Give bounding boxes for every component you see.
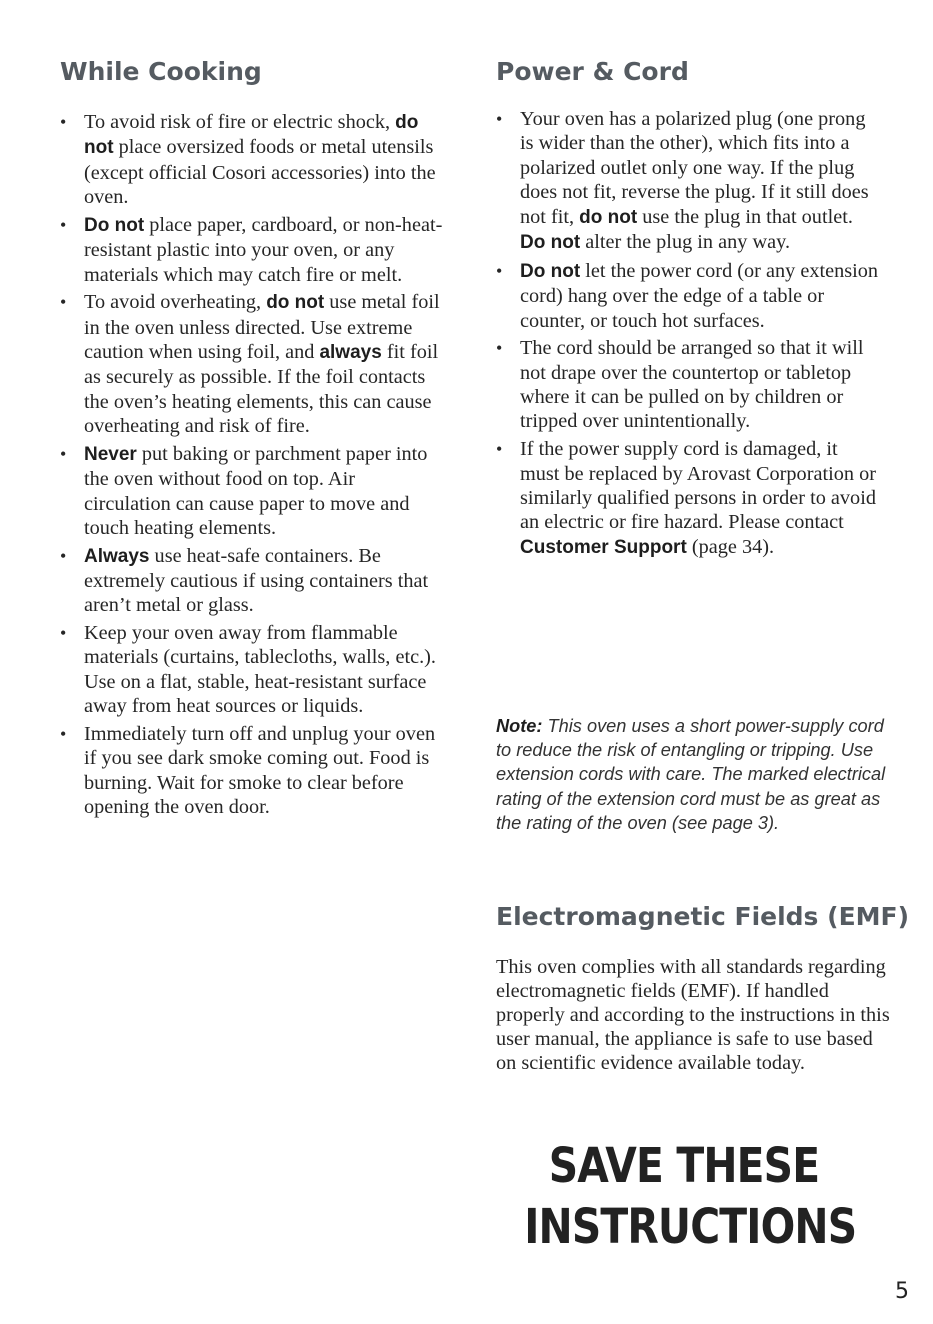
list-item: • Never put baking or parchment paper into the oven without food on top. Air circulation can cause paper to move and touch heating elements. — [60, 442, 445, 541]
note-label: Note: — [496, 716, 543, 736]
note-text: This oven uses a short power-supply cord to reduce the risk of entangling or tripping. Use extension cords with care. The marked electrical rating of the extension cord must be as great as the rating of the oven (see page 3). — [496, 716, 886, 833]
list-item: • Keep your oven away from flammable materials (curtains, tablecloths, walls, etc.). Use on a flat, stable, heat-resistant surface away from heat sources or liquids. — [60, 621, 445, 719]
save-title-line-1: SAVE THESE — [548, 1138, 820, 1194]
list-item: • Your oven has a polarized plug (one prong is wider than the other), which fits into a polarized outlet only one way. If the plug does not fit, reverse the plug. If it still does not fit, do not use the plug in that outlet. Do not alter the plug in any way. — [496, 107, 881, 255]
emf-paragraph: This oven complies with all standards regarding electromagnetic fields (EMF). If handled properly and according to the instructions in this user manual, the appliance is safe to use based on scientific evidence available today. — [496, 956, 890, 1074]
while-cooking-list — [60, 110, 445, 823]
power-cord-heading: Power & Cord — [496, 57, 689, 86]
list-item: • Immediately turn off and unplug your oven if you see dark smoke coming out. Food is burning. Wait for smoke to clear before opening the oven door. — [60, 722, 445, 820]
list-item: • The cord should be arranged so that it will not drape over the countertop or tabletop where it can be pulled on by children or tripped over unintentionally. — [496, 336, 881, 434]
while-cooking-heading: While Cooking — [60, 57, 262, 86]
list-item: • Always use heat-safe containers. Be extremely cautious if using containers that aren’t metal or glass. — [60, 544, 445, 618]
emf-heading: Electromagnetic Fields (EMF) — [496, 902, 910, 931]
list-item: • To avoid risk of fire or electric shock, do not place oversized foods or metal utensils (except official Cosori accessories) into the oven. — [60, 110, 445, 210]
power-cord-note — [496, 714, 896, 835]
list-item: • If the power supply cord is damaged, it must be replaced by Arovast Corporation or similarly qualified persons in order to avoid an electric or fire hazard. Please contact Customer Support (page 34). — [496, 437, 881, 560]
save-title-line-2: INSTRUCTIONS — [524, 1199, 857, 1255]
page-number: 5 — [895, 1279, 909, 1304]
list-item: • Do not place paper, cardboard, or non-heat-resistant plastic into your oven, or any materials which may catch fire or melt. — [60, 213, 445, 287]
save-instructions-title — [524, 1136, 857, 1258]
list-item: • To avoid overheating, do not use metal foil in the oven unless directed. Use extreme caution when using foil, and always fit foil as securely as possible. If the foil contacts the oven’s heating elements, this can cause overheating and risk of fire. — [60, 290, 445, 438]
list-item: • Do not let the power cord (or any extension cord) hang over the edge of a table or counter, or touch hot surfaces. — [496, 259, 881, 333]
power-cord-list — [496, 107, 881, 564]
